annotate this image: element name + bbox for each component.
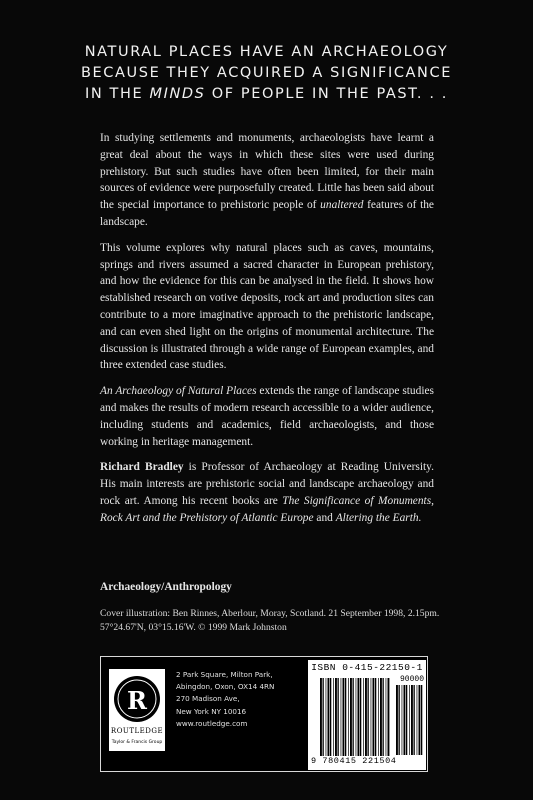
cover-credit-line-1: Cover illustration: Ben Rinnes, Aberlour, Moray, Scotland. 21 September 1998, 2.15pm. (100, 608, 440, 619)
paragraph-3-text: extends the range of landscape studies and makes the results of modern research accessible to a wider audience, including students and academics, field archaeologists, and those working in heritage management. (100, 385, 434, 448)
blurb-paragraph-3 (100, 383, 434, 450)
routledge-logo-icon (109, 669, 165, 751)
cover-headline (0, 42, 533, 105)
address-line: 2 Park Square, Milton Park, (176, 670, 273, 679)
svg-text:R: R (127, 686, 147, 715)
headline-line-2: BECAUSE THEY ACQUIRED A SIGNIFICANCE (81, 65, 452, 81)
paragraph-1-text-a: In studying settlements and monuments, archaeologists have learnt a great deal about the ways in which these sites were used during prehistory. But such studies have often been limited, for their main sources of evidence were purposefully created. Little has been said about the special importance to prehistoric people of (100, 132, 434, 212)
cover-credit (100, 607, 440, 635)
blurb-paragraph-1 (100, 130, 434, 231)
address-line: 270 Madison Ave, (176, 694, 240, 704)
author-bio-text-a: is Professor of Archaeology at Reading University. His main interests are prehistoric social and landscape archaeology and rock art. Among his recent books are (100, 461, 434, 507)
author-book-2: Altering the Earth. (335, 511, 422, 524)
isbn-label: ISBN 0-415-22150-1 (311, 662, 423, 673)
blurb (100, 130, 434, 536)
book-title: An Archaeology of Natural Places (100, 385, 257, 398)
author-name: Richard Bradley (100, 461, 184, 474)
cover-credit-line-2: 57°24.67'N, 03°15.16'W. © 1999 Mark Johnston (100, 622, 287, 633)
address-line: Abingdon, Oxon, OX14 4RN (176, 682, 275, 692)
paragraph-1-italic: unaltered (320, 199, 364, 212)
author-book-1: The Significance of Monuments, Rock Art and the Prehistory of Atlantic Europe (100, 494, 435, 524)
price-code: 90000 (400, 675, 425, 684)
headline-line-3 (0, 84, 533, 105)
addon-barcode-icon (396, 685, 424, 755)
address-line: www.routledge.com (176, 718, 248, 728)
svg-text:ROUTLEDGE: ROUTLEDGE (110, 727, 164, 735)
author-bio (100, 459, 434, 526)
barcode-number: 9 780415 221504 (311, 756, 397, 766)
headline-line-3-italic: MINDS (149, 86, 206, 102)
headline-line-1: NATURAL PLACES HAVE AN ARCHAEOLOGY (84, 44, 449, 60)
address-line: New York NY 10016 (176, 706, 247, 716)
ean-barcode-icon (320, 678, 390, 756)
author-bio-text-b: and (313, 511, 336, 524)
subject-category: Archaeology/Anthropology (100, 581, 232, 593)
publisher-address (176, 669, 274, 730)
headline-line-3-prefix: IN THE (85, 86, 150, 102)
svg-text:Taylor & Francis Group: Taylor & Francis Group (111, 740, 163, 745)
blurb-paragraph-2: This volume explores why natural places such as caves, mountains, springs and rivers assumed a sacred character in European prehistory, and how the evidence for this can be analysed in the field. It shows how established research on votive deposits, rock art and production sites can contribute to a more imaginative approach to the prehistoric landscape, and can even shed light on the origins of monumental architecture. The discussion is illustrated through a wide range of European examples, and three extended case studies. (100, 241, 434, 372)
headline-line-3-suffix: OF PEOPLE IN THE PAST. . . (205, 86, 448, 102)
paragraph-1-text-b: features of the landscape. (100, 199, 434, 228)
